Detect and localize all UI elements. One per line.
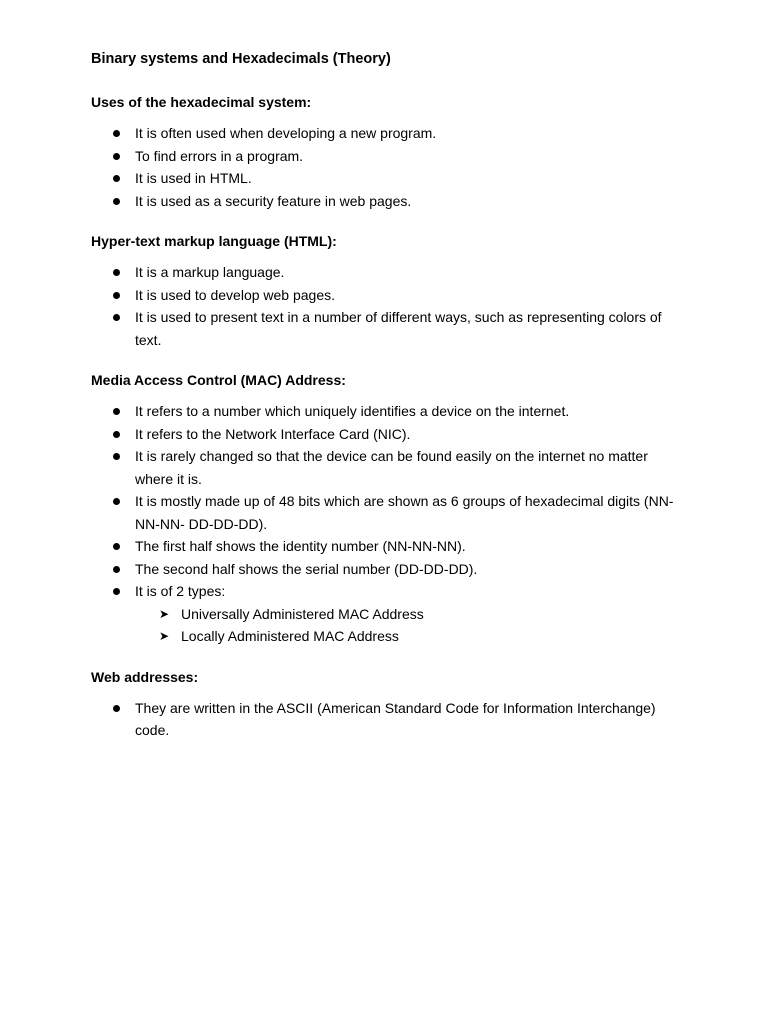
section-hexadecimal-uses	[91, 91, 678, 212]
list-item-text: It refers to the Network Interface Card (NIC).	[135, 425, 411, 442]
bullet-list	[91, 261, 678, 351]
list-item	[91, 697, 678, 742]
list-item	[91, 306, 678, 351]
arrow-bullet-icon: ➤	[159, 606, 170, 621]
sub-list-item-text: Universally Administered MAC Address	[181, 605, 424, 622]
sub-list-item	[91, 625, 678, 648]
bullet-icon	[113, 292, 120, 299]
sub-bullet-list	[91, 603, 678, 648]
list-item-text: It is used to develop web pages.	[135, 286, 336, 303]
list-item-text: It is used in HTML.	[135, 170, 252, 186]
list-item-text: The second half shows the serial number (DD-DD-DD).	[135, 560, 478, 577]
list-item	[91, 580, 678, 648]
list-item	[91, 145, 678, 168]
list-item-text: It is used as a security feature in web pages.	[135, 192, 412, 209]
list-item	[91, 284, 678, 307]
arrow-bullet-icon: ➤	[159, 629, 170, 643]
bullet-icon	[113, 198, 120, 205]
list-item-text: It is of 2 types:	[135, 583, 226, 599]
list-item	[91, 535, 678, 558]
list-item	[91, 558, 678, 581]
bullet-icon	[113, 408, 120, 415]
list-item-text: It refers to a number which uniquely identifies a device on the internet.	[135, 403, 570, 419]
section-web-addresses	[91, 666, 678, 742]
section-heading: Uses of the hexadecimal system:	[91, 94, 312, 110]
list-item-text: It is used to present text in a number of different ways, such as representing colors of text.	[135, 309, 662, 348]
bullet-icon	[113, 453, 120, 460]
bullet-icon	[113, 566, 120, 573]
list-item	[91, 490, 678, 535]
sub-list-item	[91, 603, 678, 626]
list-item-text: They are written in the ASCII (American Standard Code for Information Interchange) code.	[135, 699, 656, 738]
bullet-icon	[113, 588, 120, 595]
list-item-text: It is rarely changed so that the device can be found easily on the internet no matter where it is.	[135, 448, 648, 487]
list-item	[91, 167, 678, 190]
sub-list-item-text: Locally Administered MAC Address	[181, 628, 399, 644]
bullet-list	[91, 400, 678, 648]
sub-list-wrapper	[91, 603, 678, 648]
list-item-text: It is mostly made up of 48 bits which are shown as 6 groups of hexadecimal digits (NN-NN-NN- DD-DD-DD).	[135, 493, 674, 532]
list-item	[91, 445, 678, 490]
bullet-icon	[113, 543, 120, 550]
list-item-text: To find errors in a program.	[135, 147, 304, 164]
section-html	[91, 230, 678, 351]
bullet-icon	[113, 705, 120, 712]
list-item-text: It is a markup language.	[135, 264, 285, 280]
section-mac-address	[91, 369, 678, 648]
section-heading: Web addresses:	[91, 668, 199, 685]
bullet-icon	[113, 314, 120, 321]
list-item	[91, 423, 678, 446]
bullet-icon	[113, 175, 120, 182]
bullet-icon	[113, 269, 120, 276]
section-heading: Media Access Control (MAC) Address:	[91, 372, 346, 388]
bullet-list	[91, 697, 678, 742]
list-item	[91, 261, 678, 284]
bullet-icon	[113, 153, 120, 160]
list-item	[91, 400, 678, 423]
bullet-icon	[113, 431, 120, 438]
document-title: Binary systems and Hexadecimals (Theory)	[91, 51, 391, 67]
list-item-text: The first half shows the identity number (NN-NN-NN).	[135, 538, 466, 554]
bullet-icon	[113, 130, 120, 137]
list-item	[91, 122, 678, 145]
list-item-text: It is often used when developing a new program.	[135, 125, 437, 141]
bullet-list	[91, 122, 678, 212]
bullet-icon	[113, 498, 120, 505]
section-heading: Hyper-text markup language (HTML):	[91, 233, 337, 249]
list-item	[91, 190, 678, 213]
